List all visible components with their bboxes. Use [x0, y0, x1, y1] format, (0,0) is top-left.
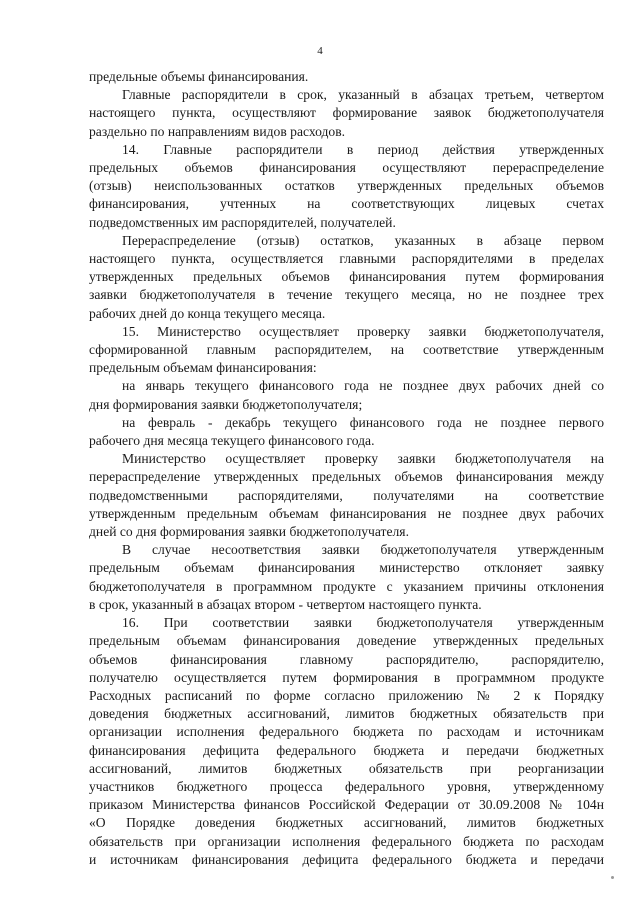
- text-line: объемов финансирования главному распорядителю, распорядителю,: [89, 651, 604, 667]
- text-line: приказом Министерства финансов Российской Федерации от 30.09.2008 № 104н: [89, 797, 604, 813]
- text-line: предельным объемам финансирования министерство отклоняет заявку: [89, 560, 604, 576]
- text-line: дней со дня формирования заявки бюджетополучателя.: [89, 524, 409, 540]
- text-line: ассигнований, лимитов бюджетных обязательств при реорганизации: [89, 760, 604, 776]
- text-line: на январь текущего финансового года не позднее двух рабочих дней со: [122, 378, 604, 394]
- text-line: предельным объемам финансирования доведение утвержденных предельных: [89, 633, 604, 649]
- text-line: настоящего пункта, осуществляют формирование заявок бюджетополучателя: [89, 105, 604, 121]
- text-line: Расходных расписаний по форме согласно приложению № 2 к Порядку: [89, 687, 604, 703]
- text-line: раздельно по направлениям видов расходов.: [89, 123, 346, 139]
- text-line: «О Порядке доведения бюджетных ассигнований, лимитов бюджетных: [89, 815, 604, 831]
- text-line: предельным объемам финансирования:: [89, 360, 317, 376]
- text-line: получателю осуществляется путем формирования в программном продукте: [89, 669, 604, 685]
- text-line: доведения бюджетных ассигнований, лимитов бюджетных обязательств при: [89, 706, 604, 722]
- text-line: утвержденных предельных объемов финансирования путем формирования: [89, 269, 604, 285]
- text-line: в срок, указанный в абзацах втором - четвертом настоящего пункта.: [89, 596, 482, 612]
- text-line: 15. Министерство осуществляет проверку заявки бюджетополучателя,: [122, 323, 604, 339]
- text-line: сформированной главным распорядителем, на соответствие утвержденным: [89, 342, 604, 358]
- text-line: заявки бюджетополучателя в течение текущего месяца, но не позднее трех: [89, 287, 604, 303]
- text-line: утвержденным предельным объемам финансирования не позднее двух рабочих: [89, 505, 604, 521]
- text-line: В случае несоответствия заявки бюджетополучателя утвержденным: [122, 542, 604, 558]
- text-line: рабочих дней до конца текущего месяца.: [89, 305, 326, 321]
- text-line: подведомственных им распорядителей, получателей.: [89, 214, 396, 230]
- text-line: финансирования дефицита федерального бюджета и передачи бюджетных: [89, 742, 604, 758]
- scan-speck: [611, 876, 614, 879]
- text-line: рабочего дня месяца текущего финансового года.: [89, 433, 375, 449]
- text-line: 16. При соответствии заявки бюджетополучателя утвержденным: [122, 615, 604, 631]
- text-line: дня формирования заявки бюджетополучателя;: [89, 396, 363, 412]
- text-line: настоящего пункта, осуществляется главными распорядителями в пределах: [89, 251, 604, 267]
- text-line: бюджетополучателя в программном продукте с указанием причины отклонения: [89, 578, 604, 594]
- text-line: и источникам финансирования дефицита федерального бюджета и передачи: [89, 851, 604, 867]
- text-line: перераспределение утвержденных предельных объемов финансирования между: [89, 469, 604, 485]
- text-line: обязательств при организации исполнения федерального бюджета по расходам: [89, 833, 604, 849]
- text-line: Министерство осуществляет проверку заявки бюджетополучателя на: [122, 451, 604, 467]
- text-line: (отзыв) неиспользованных остатков утвержденных предельных объемов: [89, 178, 604, 194]
- text-line: 14. Главные распорядители в период действия утвержденных: [122, 141, 604, 157]
- text-line: участников бюджетного процесса федерального уровня, утвержденному: [89, 778, 604, 794]
- document-body: [89, 68, 604, 869]
- text-line: подведомственными распорядителями, получателями на соответствие: [89, 487, 604, 503]
- page-number: 4: [317, 45, 323, 57]
- text-line: предельные объемы финансирования.: [89, 69, 309, 84]
- text-line: на февраль - декабрь текущего финансового года не позднее первого: [122, 414, 604, 430]
- text-line: Главные распорядители в срок, указанный в абзацах третьем, четвертом: [122, 87, 604, 103]
- text-line: финансирования, учтенных на соответствующих лицевых счетах: [89, 196, 604, 212]
- text-line: организации исполнения федерального бюджета по расходам и источникам: [89, 724, 604, 740]
- text-line: предельных объемов финансирования осуществляют перераспределение: [89, 160, 604, 176]
- text-line: Перераспределение (отзыв) остатков, указанных в абзаце первом: [122, 232, 604, 248]
